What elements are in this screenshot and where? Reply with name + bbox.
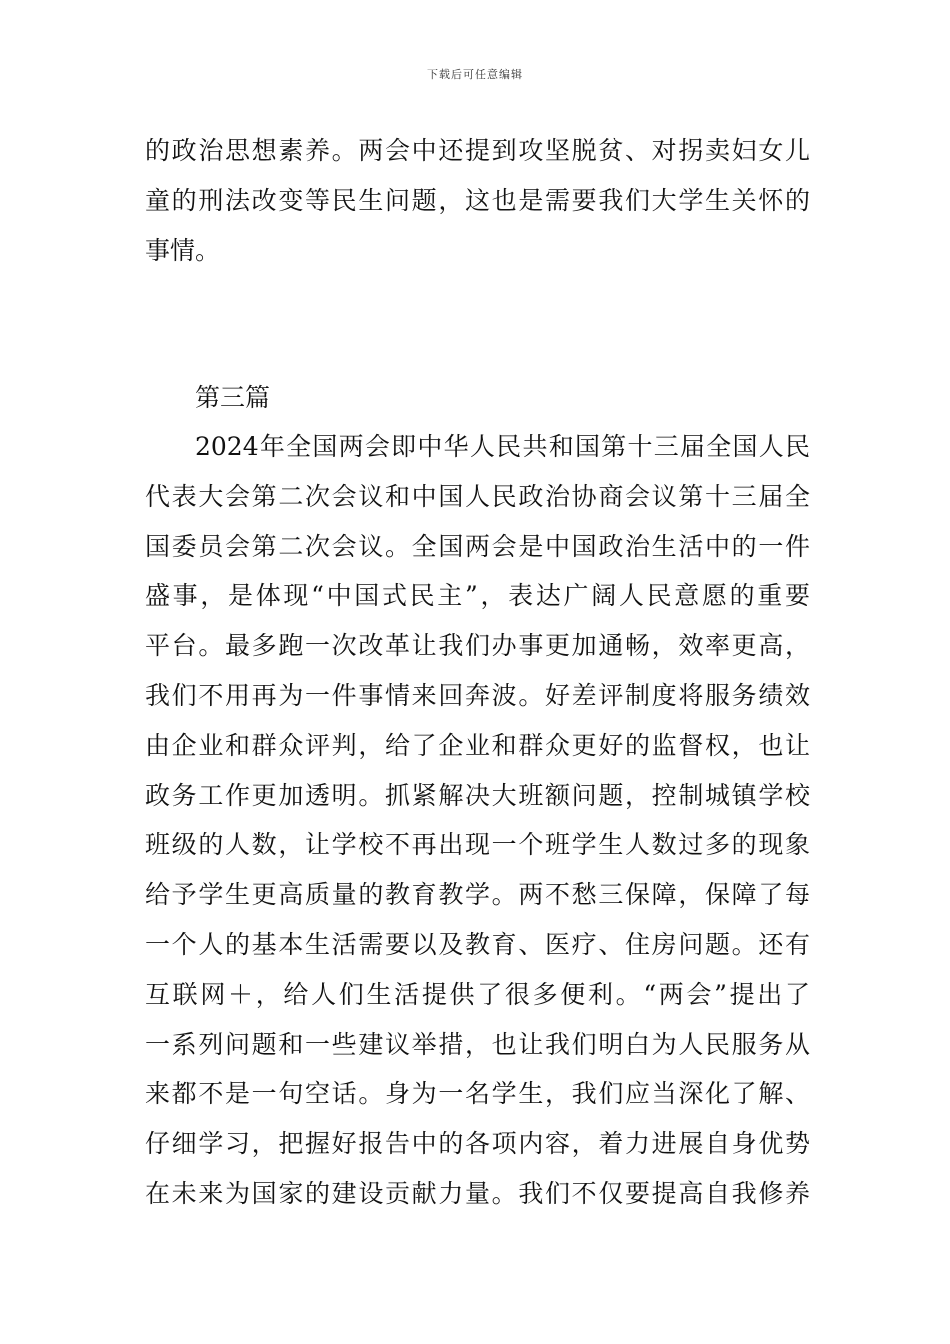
paragraph-line: 给予学生更高质量的教育教学。两不愁三保障，保障了每 xyxy=(145,880,810,910)
paragraph-line: 由企业和群众评判，给了企业和群众更好的监督权，也让 xyxy=(145,730,810,760)
paragraph-line: 代表大会第二次会议和中国人民政治协商会议第十三届全 xyxy=(145,481,810,511)
paragraph-line: 来都不是一句空话。身为一名学生，我们应当深化了解、 xyxy=(145,1079,810,1109)
section-paragraph xyxy=(145,422,810,1219)
paragraph-line: 互联网＋，给人们生活提供了很多便利。“两会”提出了 xyxy=(145,979,810,1009)
header-note: 下载后可任意编辑 xyxy=(427,68,523,81)
paragraph-line: 政务工作更加透明。抓紧解决大班额问题，控制城镇学校 xyxy=(145,780,810,810)
continuation-paragraph xyxy=(145,126,810,275)
paragraph-line: 在未来为国家的建设贡献力量。我们不仅要提高自我修养 xyxy=(145,1178,810,1208)
paragraph-line: 的政治思想素养。两会中还提到攻坚脱贫、对拐卖妇女儿 xyxy=(145,136,810,165)
paragraph-line: 2024年全国两会即中华人民共和国第十三届全国人民 xyxy=(195,432,810,461)
paragraph-line: 我们不用再为一件事情来回奔波。好差评制度将服务绩效 xyxy=(145,680,810,710)
paragraph-line: 班级的人数，让学校不再出现一个班学生人数过多的现象 xyxy=(145,830,810,860)
paragraph-line: 一个人的基本生活需要以及教育、医疗、住房问题。还有 xyxy=(145,929,810,959)
paragraph-line: 盛事，是体现“中国式民主”，表达广阔人民意愿的重要 xyxy=(145,581,810,611)
paragraph-line: 一系列问题和一些建议举措，也让我们明白为人民服务从 xyxy=(145,1029,810,1059)
paragraph-line: 事情。 xyxy=(145,235,221,265)
paragraph-line: 国委员会第二次会议。全国两会是中国政治生活中的一件 xyxy=(145,531,810,561)
paragraph-line: 仔细学习，把握好报告中的各项内容，着力进展自身优势 xyxy=(145,1129,810,1159)
paragraph-line: 平台。最多跑一次改革让我们办事更加通畅，效率更高， xyxy=(145,631,810,661)
paragraph-line: 童的刑法改变等民生问题，这也是需要我们大学生关怀的 xyxy=(145,185,810,215)
section-heading: 第三篇 xyxy=(195,383,271,412)
